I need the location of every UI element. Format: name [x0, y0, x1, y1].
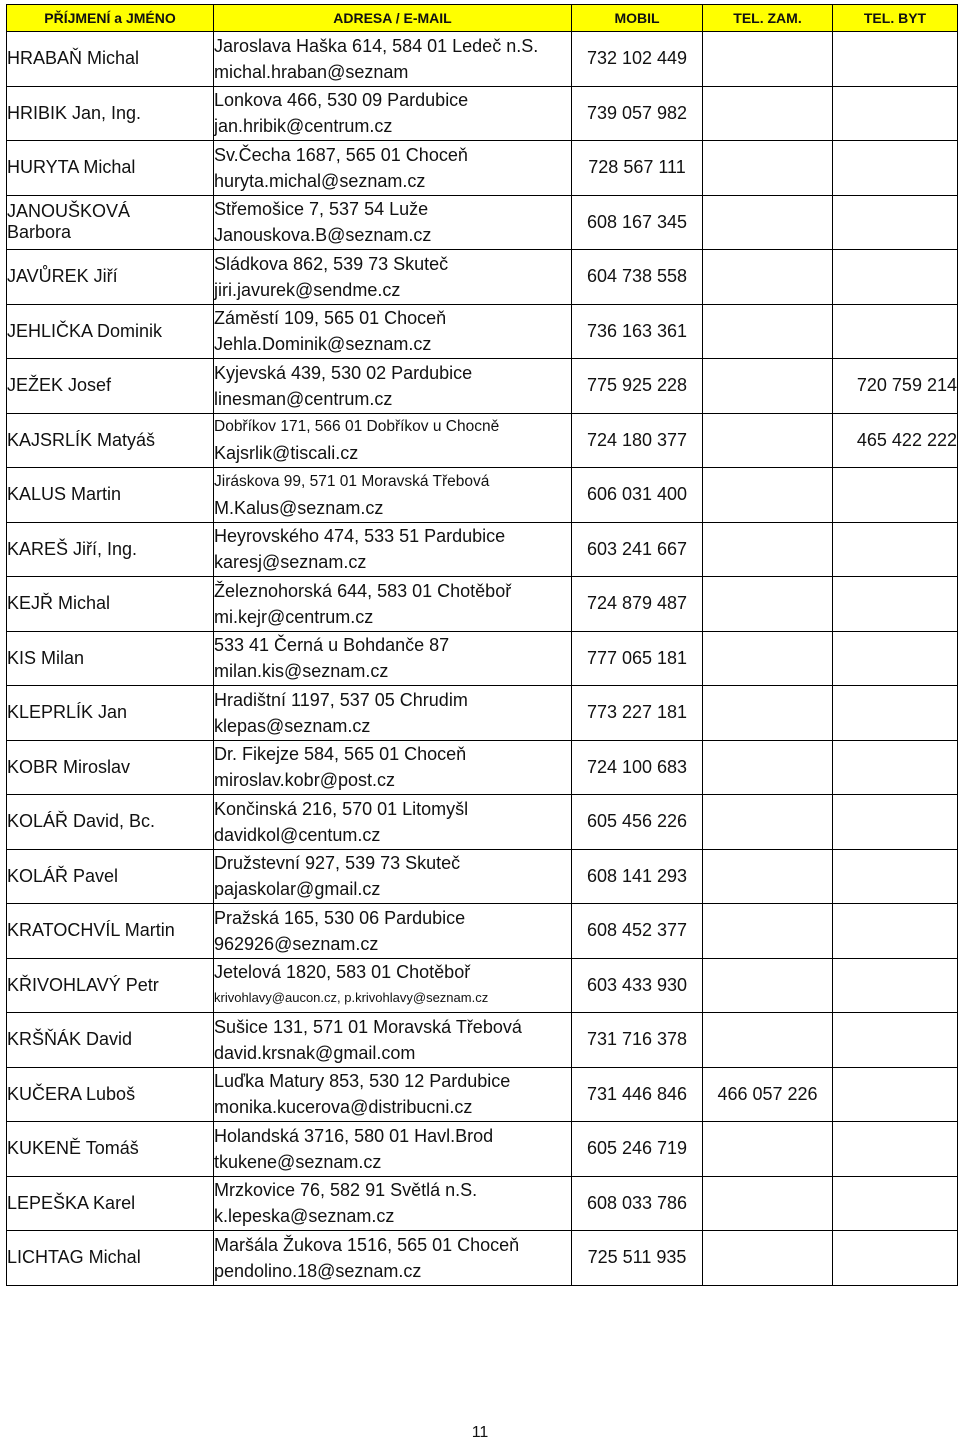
contact-name: [7, 359, 214, 414]
mobile-phone: 608 141 293: [572, 849, 703, 904]
contact-email: k.lepeska@seznam.cz: [214, 1206, 395, 1227]
contact-name: [7, 631, 214, 686]
work-phone: [703, 686, 833, 741]
contact-name-line: KRŠŇÁK David: [7, 1029, 133, 1050]
home-phone: [833, 740, 958, 795]
work-phone: [703, 577, 833, 632]
mobile-phone: 724 180 377: [572, 413, 703, 468]
mobile-phone: 606 031 400: [572, 468, 703, 523]
contact-email: Janouskova.B@seznam.cz: [214, 225, 432, 246]
mobile-phone: 736 163 361: [572, 304, 703, 359]
contact-name-line: KAJSRLÍK Matyáš: [7, 429, 156, 450]
home-phone: [833, 32, 958, 87]
contact-email: krivohlavy@aucon.cz, p.krivohlavy@seznam.cz: [214, 990, 489, 1006]
contact-name-line: KOBR Miroslav: [7, 756, 131, 777]
work-phone: [703, 468, 833, 523]
contact-address: Kyjevská 439, 530 02 Pardubice: [214, 362, 473, 383]
mobile-phone: 773 227 181: [572, 686, 703, 741]
table-row: [7, 686, 958, 741]
table-row: [7, 195, 958, 250]
contact-address-cell: [214, 904, 572, 959]
contact-name-line: LICHTAG Michal: [7, 1247, 141, 1268]
work-phone: [703, 849, 833, 904]
contact-email: klepas@seznam.cz: [214, 715, 371, 736]
contact-address: Holandská 3716, 580 01 Havl.Brod: [214, 1125, 494, 1146]
contact-name-line: KOLÁŘ David, Bc.: [7, 811, 156, 832]
contact-name-line: KUKENĚ Tomáš: [7, 1138, 139, 1159]
mobile-phone: 608 167 345: [572, 195, 703, 250]
contact-address: Heyrovského 474, 533 51 Pardubice: [214, 526, 506, 547]
work-phone: [703, 1231, 833, 1286]
mobile-phone: 777 065 181: [572, 631, 703, 686]
contact-name: [7, 740, 214, 795]
contact-email: monika.kucerova@distribucni.cz: [214, 1097, 473, 1118]
work-phone: [703, 141, 833, 196]
contact-name: [7, 1013, 214, 1068]
contact-address: Jetelová 1820, 583 01 Chotěboř: [214, 962, 471, 983]
contact-email: davidkol@centum.cz: [214, 824, 381, 845]
contact-email: Kajsrlik@tiscali.cz: [214, 443, 359, 464]
contact-email: miroslav.kobr@post.cz: [214, 770, 395, 791]
contact-address: Dobříkov 171, 566 01 Dobříkov u Chocně: [214, 418, 500, 436]
contact-name: [7, 141, 214, 196]
home-phone: [833, 1013, 958, 1068]
home-phone: [833, 686, 958, 741]
contact-email: 962926@seznam.cz: [214, 933, 379, 954]
contact-email: Jehla.Dominik@seznam.cz: [214, 334, 432, 355]
contact-address-cell: [214, 1122, 572, 1177]
contact-address: Jiráskova 99, 571 01 Moravská Třebová: [214, 472, 490, 490]
table-row: [7, 1231, 958, 1286]
contact-email: linesman@centrum.cz: [214, 388, 393, 409]
contact-email: michal.hraban@seznam: [214, 61, 409, 82]
table-row: [7, 795, 958, 850]
contact-address-cell: [214, 522, 572, 577]
contact-address-cell: [214, 686, 572, 741]
home-phone: [833, 1122, 958, 1177]
header-home-phone: TEL. BYT: [833, 5, 958, 32]
contact-name-line: LEPEŠKA Karel: [7, 1192, 136, 1213]
contact-name-line: HURYTA Michal: [7, 157, 136, 178]
contact-name-line: KUČERA Luboš: [7, 1083, 136, 1104]
table-row: [7, 86, 958, 141]
contact-name-line: KLEPRLÍK Jan: [7, 702, 128, 723]
home-phone: [833, 795, 958, 850]
contact-address: Lonkova 466, 530 09 Pardubice: [214, 90, 469, 111]
home-phone: [833, 849, 958, 904]
contact-address-cell: [214, 849, 572, 904]
contact-address-cell: [214, 250, 572, 305]
contact-address-cell: [214, 468, 572, 523]
home-phone: [833, 195, 958, 250]
work-phone: [703, 86, 833, 141]
contact-email: mi.kejr@centrum.cz: [214, 606, 374, 627]
work-phone: [703, 1122, 833, 1177]
contact-email: pendolino.18@seznam.cz: [214, 1260, 422, 1281]
table-body: [7, 32, 958, 1286]
work-phone: [703, 304, 833, 359]
contact-name-line: HRABAŇ Michal: [7, 48, 140, 69]
mobile-phone: 605 246 719: [572, 1122, 703, 1177]
table-row: [7, 141, 958, 196]
contact-name-line: KIS Milan: [7, 647, 85, 668]
contact-address-cell: [214, 1067, 572, 1122]
contact-address-cell: [214, 1176, 572, 1231]
contact-address-cell: [214, 1231, 572, 1286]
contact-email: jan.hribik@centrum.cz: [214, 116, 393, 137]
contact-address: Dr. Fikejze 584, 565 01 Choceň: [214, 744, 467, 765]
contact-address-cell: [214, 304, 572, 359]
contact-name: [7, 958, 214, 1013]
contact-email: M.Kalus@seznam.cz: [214, 497, 384, 518]
contact-name-line: JEŽEK Josef: [7, 375, 112, 396]
contact-name-line: JAVŮREK Jiří: [7, 266, 118, 287]
contact-address: Hradištní 1197, 537 05 Chrudim: [214, 689, 468, 710]
contact-name-line: KAREŠ Jiří, Ing.: [7, 538, 138, 559]
table-row: [7, 522, 958, 577]
work-phone: [703, 413, 833, 468]
home-phone: [833, 250, 958, 305]
table-row: [7, 304, 958, 359]
work-phone: [703, 904, 833, 959]
work-phone: [703, 1176, 833, 1231]
contact-email: huryta.michal@seznam.cz: [214, 170, 426, 191]
home-phone: [833, 141, 958, 196]
contact-name: [7, 413, 214, 468]
contact-email: milan.kis@seznam.cz: [214, 661, 389, 682]
table-row: [7, 250, 958, 305]
mobile-phone: 603 433 930: [572, 958, 703, 1013]
mobile-phone: 739 057 982: [572, 86, 703, 141]
contact-address-cell: [214, 195, 572, 250]
mobile-phone: 724 879 487: [572, 577, 703, 632]
contact-address: Končinská 216, 570 01 Litomyšl: [214, 798, 469, 819]
home-phone: [833, 577, 958, 632]
contact-address: Mrzkovice 76, 582 91 Světlá n.S.: [214, 1180, 478, 1201]
mobile-phone: 732 102 449: [572, 32, 703, 87]
home-phone: [833, 86, 958, 141]
work-phone: [703, 795, 833, 850]
mobile-phone: 731 446 846: [572, 1067, 703, 1122]
home-phone: [833, 958, 958, 1013]
contact-address: Pražská 165, 530 06 Pardubice: [214, 907, 466, 928]
contact-name: [7, 1176, 214, 1231]
contact-name-line: KOLÁŘ Pavel: [7, 865, 119, 886]
contact-name: [7, 1122, 214, 1177]
contact-address-cell: [214, 631, 572, 686]
mobile-phone: 604 738 558: [572, 250, 703, 305]
contact-name-line: KALUS Martin: [7, 484, 122, 505]
contact-name-line: JEHLIČKA Dominik: [7, 320, 163, 341]
contact-name: [7, 1067, 214, 1122]
contact-name-line: KEJŘ Michal: [7, 593, 111, 614]
table-row: [7, 413, 958, 468]
contact-address-cell: [214, 86, 572, 141]
home-phone: [833, 1231, 958, 1286]
contact-address-cell: [214, 413, 572, 468]
contact-address-cell: [214, 141, 572, 196]
home-phone: [833, 1067, 958, 1122]
contact-name-line: JANOUŠKOVÁ: [7, 201, 131, 222]
contact-address-cell: [214, 795, 572, 850]
work-phone: [703, 1013, 833, 1068]
table-row: [7, 1067, 958, 1122]
contact-address: Maršála Žukova 1516, 565 01 Choceň: [214, 1234, 520, 1255]
table-row: [7, 1176, 958, 1231]
contact-address-cell: [214, 958, 572, 1013]
mobile-phone: 608 033 786: [572, 1176, 703, 1231]
table-row: [7, 904, 958, 959]
page-number: 11: [471, 1424, 489, 1441]
contacts-table: [6, 4, 958, 1286]
work-phone: [703, 631, 833, 686]
contact-name: [7, 577, 214, 632]
contact-name: [7, 795, 214, 850]
contact-address: Jaroslava Haška 614, 584 01 Ledeč n.S.: [214, 35, 539, 56]
contact-address: Železnohorská 644, 583 01 Chotěboř: [214, 580, 512, 601]
contact-name: [7, 904, 214, 959]
contact-name: [7, 849, 214, 904]
mobile-phone: 608 452 377: [572, 904, 703, 959]
contact-address: Sv.Čecha 1687, 565 01 Choceň: [214, 144, 468, 165]
mobile-phone: 724 100 683: [572, 740, 703, 795]
table-row: [7, 849, 958, 904]
contact-name: [7, 1231, 214, 1286]
contact-name: [7, 195, 214, 250]
contact-email: tkukene@seznam.cz: [214, 1151, 382, 1172]
contact-name: [7, 32, 214, 87]
mobile-phone: 605 456 226: [572, 795, 703, 850]
contact-name-line: Barbora: [7, 222, 72, 243]
contact-email: jiri.javurek@sendme.cz: [214, 279, 401, 300]
work-phone: [703, 522, 833, 577]
header-address: ADRESA / E-MAIL: [214, 5, 572, 32]
work-phone: [703, 195, 833, 250]
contact-name: [7, 250, 214, 305]
contact-name: [7, 686, 214, 741]
home-phone: [833, 631, 958, 686]
header-mobile: MOBIL: [572, 5, 703, 32]
table-row: [7, 958, 958, 1013]
contact-name: [7, 468, 214, 523]
home-phone: [833, 904, 958, 959]
contact-email: karesj@seznam.cz: [214, 552, 367, 573]
contact-address-cell: [214, 1013, 572, 1068]
work-phone: 466 057 226: [703, 1067, 833, 1122]
contact-email: pajaskolar@gmail.cz: [214, 879, 381, 900]
table-row: [7, 577, 958, 632]
home-phone: [833, 522, 958, 577]
work-phone: [703, 32, 833, 87]
work-phone: [703, 250, 833, 305]
home-phone: 720 759 214: [833, 359, 958, 414]
mobile-phone: 725 511 935: [572, 1231, 703, 1286]
header-work-phone: TEL. ZAM.: [703, 5, 833, 32]
table-row: [7, 631, 958, 686]
contact-address: Střemošice 7, 537 54 Luže: [214, 199, 429, 220]
mobile-phone: 728 567 111: [572, 141, 703, 196]
contact-address-cell: [214, 577, 572, 632]
table-row: [7, 740, 958, 795]
contact-address: Sládkova 862, 539 73 Skuteč: [214, 253, 449, 274]
table-row: [7, 468, 958, 523]
contact-address: Záměstí 109, 565 01 Choceň: [214, 308, 447, 329]
work-phone: [703, 359, 833, 414]
contact-address: Sušice 131, 571 01 Moravská Třebová: [214, 1016, 522, 1037]
table-row: [7, 1013, 958, 1068]
mobile-phone: 603 241 667: [572, 522, 703, 577]
contact-name: [7, 304, 214, 359]
home-phone: [833, 304, 958, 359]
contact-address-cell: [214, 740, 572, 795]
contact-name: [7, 86, 214, 141]
contact-address: Družstevní 927, 539 73 Skuteč: [214, 853, 461, 874]
work-phone: [703, 740, 833, 795]
table-row: [7, 1122, 958, 1177]
home-phone: 465 422 222: [833, 413, 958, 468]
work-phone: [703, 958, 833, 1013]
contact-address: 533 41 Černá u Bohdanče 87: [214, 635, 450, 656]
home-phone: [833, 468, 958, 523]
home-phone: [833, 1176, 958, 1231]
contact-email: david.krsnak@gmail.com: [214, 1042, 416, 1063]
header-row: [7, 5, 958, 32]
contact-name-line: KRATOCHVÍL Martin: [7, 920, 175, 941]
table-row: [7, 359, 958, 414]
contact-address: Luďka Matury 853, 530 12 Pardubice: [214, 1071, 511, 1092]
mobile-phone: 731 716 378: [572, 1013, 703, 1068]
table-row: [7, 32, 958, 87]
contact-name-line: HRIBIK Jan, Ing.: [7, 102, 142, 123]
header-name: PŘÍJMENÍ a JMÉNO: [7, 5, 214, 32]
contact-address-cell: [214, 32, 572, 87]
contact-name-line: KŘIVOHLAVÝ Petr: [7, 974, 159, 995]
mobile-phone: 775 925 228: [572, 359, 703, 414]
contact-name: [7, 522, 214, 577]
contact-address-cell: [214, 359, 572, 414]
